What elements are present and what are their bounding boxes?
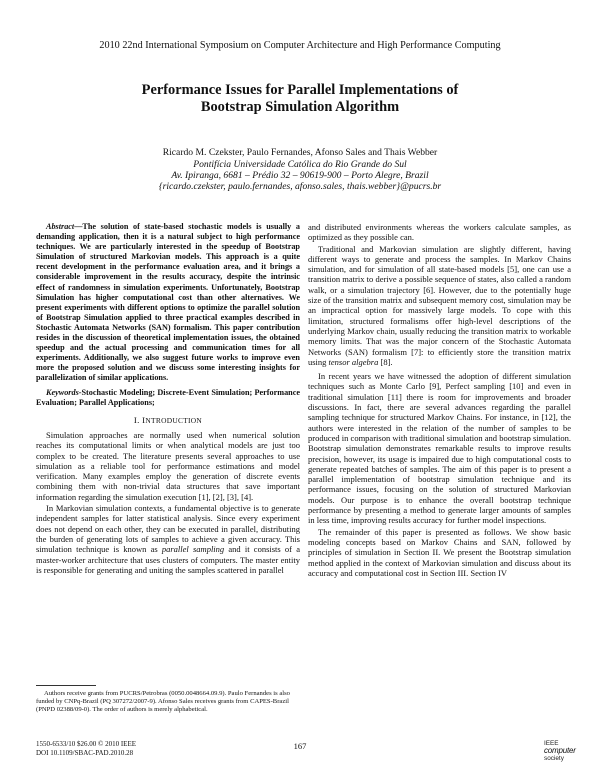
abstract-label: Abstract [46,222,75,231]
paragraph: Simulation approaches are normally used when numerical solution reaches its computational limits or when analytical models are just too complex to be created. The literature presents several approaches to use simulation as a reliable tool for performance estimations and model verification. Many examples employ the generation of discrete events combining them with non-trivial data structures that save important information regarding the simulation execution [1], [2], [3], [4]. [36,429,300,502]
paragraph: and distributed environments whereas the workers calculate samples, as optimized as they possible can. [308,222,571,243]
paper-title-line2: Bootstrap Simulation Algorithm [200,99,400,115]
paper-title [60,82,540,116]
author-emails: {ricardo.czekster, paulo.fernandes, afonso.sales, thais.webber}@pucrs.br [158,181,442,192]
address: Av. Ipiranga, 6681 – Prédio 32 – 90619-900 – Porto Alegre, Brazil [171,170,429,181]
isbn-line: 1550-6533/10 $26.00 © 2010 IEEE [36,740,137,748]
keywords [36,388,300,408]
paragraph: In Markovian simulation contexts, a fundamental objective is to generate independent samples for latter statistical analysis. Since every experiment does not depend on each other, they can be executed in parallel, distributing the burden of generating lots of samples to achieve a given accuracy. This simulation technique is known as parallel sampling and it consists of a master-worker architecture that uses clusters of computers. The master entity is responsible for generating and uniting the samples scattered in parallel [36,503,300,575]
left-column [36,222,300,575]
computer-society-logo [540,740,580,764]
abstract-text: —The solution of state-based stochastic models is usually a demanding application, then it is a natural subject to high performance techniques. We are particularly interested in the speedup of Bootstrap Simulation of structured Markovian models. This approach is a quite recent development in the performance evaluation area, and it brings a considerable improvement in the results accuracy, despite the intrinsic effect of randomness in simulation experiments. Unfortunately, Bootstrap Simulation has higher computational cost than other alternatives. We present experiments with different options to optimize the parallel solution of Bootstrap Simulation applied to three practical examples described in Stochastic Automata Networks (SAN) formalism. This paper contribution resides in the discussion of theoretical implementation issues, the obtained speedup and the actual processing and communication times for all experiments. Additionally, we also suggest future works to improve even more the proposed solution and we discuss some interesting insights for parallelization of similar applications. [36,222,300,383]
logo-society-text: society [544,755,564,762]
paragraph: The remainder of this paper is presented as follows. We show basic modeling concepts based on Markov Chains and SAN, followed by principles of simulation in Section II. We present the Bootstrap simulation method applied in the context of Markovian simulation and discuss about its accuracy and computational cost in Section III. Section IV [308,526,571,578]
logo-computer-text: computer [544,746,576,755]
paragraph: In recent years we have witnessed the adoption of different simulation techniques such as Monte Carlo [9], Perfect sampling [10] and even in traditional simulation [11] there is room for improvements and broader discussions. In fact, there are several advances regarding the parallel sampling technique for structured Markov Chains. For instance, in [12], the authors were interested in the relation of the number of samples to be produced in comparison with traditional simulation and bootstrap simulation. Bootstrap simulation demonstrates remarkable results to improve results precision, however, its usage is impaired due to high computational costs to generate repeated batches of samples. The aim of this paper is to present a parallel implementation of bootstrap simulation technique and its performance issues, focusing on the solution of structured Markovian models. Our purpose is to enhance the overall bootstrap technique performance by presenting a method to generate larger amounts of samples in less time, improving results accuracy for further model inspections. [308,371,571,526]
author-list: Ricardo M. Czekster, Paulo Fernandes, Afonso Sales and Thais Webber [162,147,438,158]
logo-ieee-text: IEEE [544,740,559,747]
footnote-text: Authors receive grants from PUCRS/Petrobras (0050.0048664.09.9). Paulo Fernandes is also funded by CNPq-Brazil (PQ 307272/2007-9). Afonso Sales receives grants from CAPES-Brazil (PNPD 02388/09-0). The order of authors is merely alphabetical. [36,690,290,713]
doi-line: DOI 10.1109/SBAC-PAD.2010.28 [36,749,134,757]
abstract [36,222,300,384]
paragraph: Traditional and Markovian simulation are slightly different, having different ways to generate and process the samples. In Markov Chains simulation, and for simulation of all state-based models [5], one can use a transition matrix to derive a possible sequence of states, also called a random walk, or a simulation trajectory [6]. However, due to the potentially huge size of the transition matrix and subsequent memory cost, simulation may be an impractical option for massively large models. To cope with this limitation, structured formalisms offer high-level descriptions of the underlying Markov chain, usually reducing the transition matrix to workable memory limits. That was the major concern of the Stochastic Automata Networks (SAN) formalism [7]: to efficiently store the transition matrix using tensor algebra [8]. [308,243,571,367]
keywords-label: Keywords [46,387,79,397]
emphasis: tensor algebra [328,356,379,367]
paper-title-line1: Performance Issues for Parallel Implementations of [141,82,459,98]
footnote [36,690,300,714]
conference-header: 2010 22nd International Symposium on Computer Architecture and High Performance Computing [99,40,501,51]
footnote-divider [36,685,96,686]
emphasis: parallel sampling [161,544,225,555]
keywords-text: -Stochastic Modeling; Discrete-Event Simulation; Performance Evaluation; Parallel Applications; [36,387,300,407]
affiliation: Pontifícia Universidade Católica do Rio Grande do Sul [193,159,407,170]
page-number: 167 [293,741,307,751]
right-column [308,222,571,578]
section-heading-introduction: I. INTRODUCTION [133,414,203,425]
